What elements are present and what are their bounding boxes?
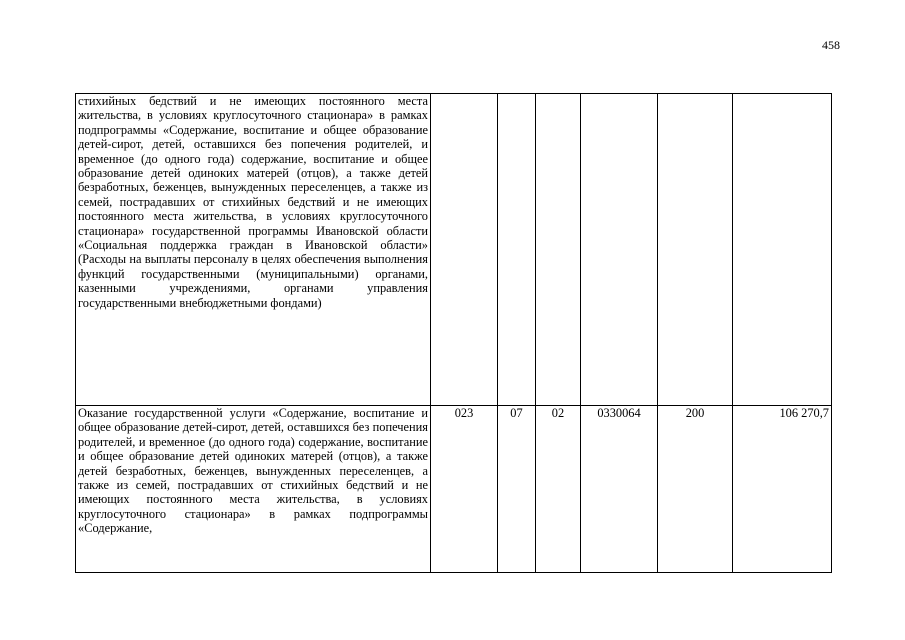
amount-value xyxy=(733,94,832,406)
expense-type-code xyxy=(658,94,733,406)
section-code xyxy=(498,94,536,406)
table-row xyxy=(76,406,832,573)
row-description: Оказание государственной услуги «Содержание, воспитание и общее образование детей-сирот, детей, оставшихся без попечения родителей, и временное (до одного года) содержание, воспитание и общее образование детей одиноких матерей (отцов), а также детей безработных, беженцев, вынужденных переселенцев, а также из семей, пострадавших от стихийных бедствий и не имеющих постоянного места жительства, в условиях круглосуточного стационара» в рамках подпрограммы «Содержание, xyxy=(76,406,431,573)
page-number: 458 xyxy=(822,38,840,52)
subsection-code: 02 xyxy=(536,406,581,573)
expense-type-code: 200 xyxy=(658,406,733,573)
target-article-code xyxy=(581,94,658,406)
ministry-code xyxy=(431,94,498,406)
amount-value: 106 270,7 xyxy=(733,406,832,573)
subsection-code xyxy=(536,94,581,406)
row-description: стихийных бедствий и не имеющих постоянного места жительства, в условиях круглосуточного стационара» в рамках подпрограммы «Содержание, воспитание и общее образование детей-сирот, детей, оставшихся без попечения родителей, и временное (до одного года) содержание, воспитание и общее образование детей одиноких матерей (отцов), а также детей безработных, беженцев, вынужденных переселенцев, а также из семей, пострадавших от стихийных бедствий и не имеющих постоянного места жительства, в условиях круглосуточного стационара» государственной программы Ивановской области «Социальная поддержка граждан в Ивановской области» (Расходы на выплаты персоналу в целях обеспечения выполнения функций государственными (муниципальными) органами, казенными учреждениями, органами управления государственными внебюджетными фондами) xyxy=(76,94,431,406)
budget-table xyxy=(75,93,832,573)
section-code: 07 xyxy=(498,406,536,573)
ministry-code: 023 xyxy=(431,406,498,573)
table-row xyxy=(76,94,832,406)
target-article-code: 0330064 xyxy=(581,406,658,573)
